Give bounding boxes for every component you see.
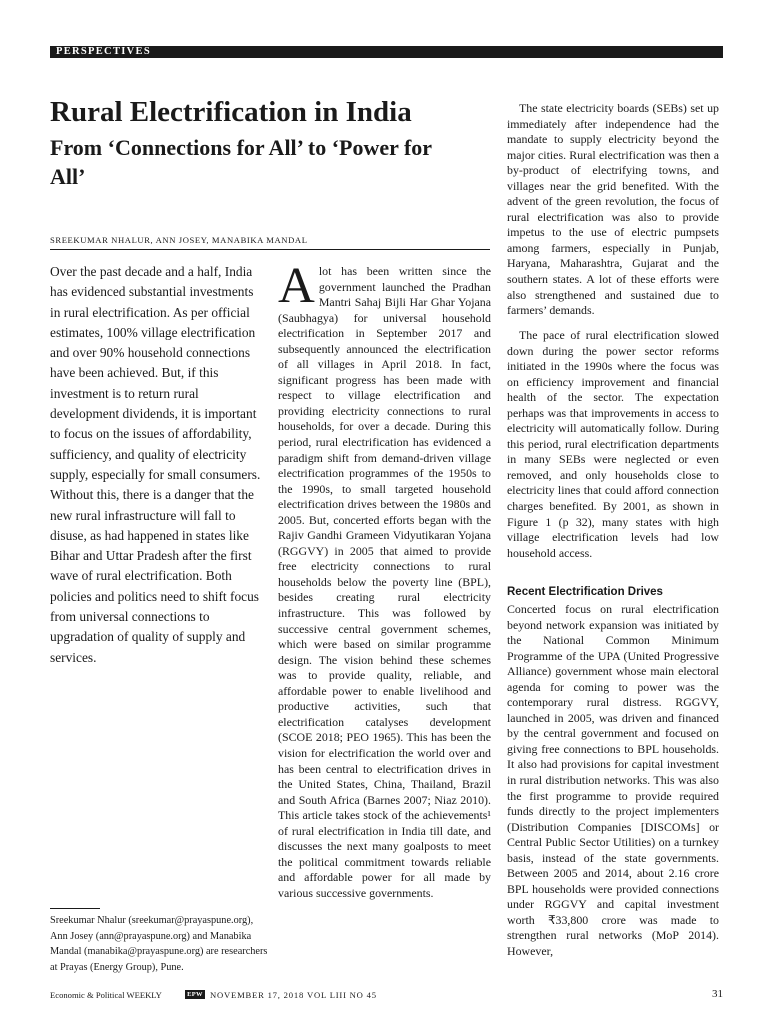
body-paragraph-seb: The state electricity boards (SEBs) set up immediately after independence had the mandate to supply electricity beyond the major cities. Rural electrification was then a by-product of electrifying towns, and villages near the grid benefited. With the advent of the green revolution, the focus of rural electrification was also to provide impetus to the use of electric pumpsets among farmers, especially in Punjab, Haryana, Maharashtra, Gujarat and the southern states. A lot of these efforts were also strengthened and sustained due to farmers’ demands. <box>507 101 719 318</box>
article-subtitle: From ‘Connections for All’ to ‘Power for All’ <box>50 135 432 189</box>
volume-info: VOL LIII NO 45 <box>307 990 377 1000</box>
section-banner <box>50 46 723 58</box>
byline-divider <box>50 249 490 250</box>
body-paragraph-drives: Concerted focus on rural electrification beyond network expansion was initiated by the National Common Minimum Programme of the UPA (United Progressive Alliance) government whose main electoral agenda for coming to power was the contemporary rural distress. RGGVY, launched in 2005, was driven and financed by the central government and focused on giving free connections to BPL households. It also had provisions for capital investment in rural distribution networks. This was also the first programme to provide required funds directly to the project implementers (Distribution Companies [DISCOMs] or Central Public Sector Utilities) on a turnkey basis, instead of the state governments. Between 2005 and 2014, about 2.16 crore BPL households were provided connections under RGGVY and capital investment worth ₹33,800 crore was made to strengthen rural networks (MoP 2014). However, <box>507 602 719 959</box>
page-number: 31 <box>712 988 723 1000</box>
page-footer <box>50 989 723 1003</box>
journal-name: Economic & Political WEEKLY <box>50 990 162 1000</box>
section-label: PERSPECTIVES <box>56 46 151 57</box>
drop-cap: A <box>278 258 315 314</box>
body-paragraph-reforms: The pace of rural electrification slowed down during the power sector reforms initiated in the 1990s where the focus was on efficiency improvement and financial health of the sector. The expectation perhaps was that improvements in access to electricity will automatically follow. During this period, rural electrification departments in many SEBs were neglected or even removed, and only households close to electricity lines that could afford connection charges benefited. By 2001, as shown in Figure 1 (p 32), many states with high village electrification levels had low household access. <box>507 328 719 560</box>
article-abstract: Over the past decade and a half, India has evidenced substantial investments in rural electrification. As per official estimates, 100% village electrification and over 90% household connections have been achieved. But, if this investment is to return rural development dividends, it is important to focus on the issues of affordability, sufficiency, and quality of electricity supply, especially for small consumers. Without this, there is a danger that the new rural infrastructure will fall to disuse, as had happened in states like Bihar and Uttar Pradesh after the first wave of rural electrification. Both policies and politics need to shift focus from universal connections to upgradation of quality of supply and services. <box>50 264 261 665</box>
intro-paragraph: lot has been written since the government launched the Pradhan Mantri Sahaj Bijli Har Ghar Yojana (Saubhagya) for universal household electrification in September 2017 and subsequently announced the electrification of all villages in April 2018. In fact, significant progress has been made with respect to village electrification and providing electricity connections to rural households, for over a decade. During this period, rural electrification has evidenced a paradigm shift from demand-driven village electrification programmes of the 1950s to the 1990s, to small targeted household electrification drives between the 1980s and 2005. But, concerted efforts began with the Rajiv Gandhi Grameen Vidyutikaran Yojana (RGGVY) in 2005 that aimed to provide free electricity connections to rural households below the poverty line (BPL), besides creating rural electricity infrastructure. This was followed by successive central government schemes, which were based on similar programme design. The vision behind these schemes was to provide quality, reliable, and affordable power to enable livelihood and productive activities, such that electrification catalyses development (SCOE 2018; PEO 1965). This has been the vision for electrification the world over and has been central to electrification drives in the United States, China, Thailand, Brazil and South Africa (Barnes 2007; Niaz 2010). This article takes stock of the achievements¹ of rural electrification in India till date, and discusses the next many goalposts to meet the political commitment towards reliable and affordable power for all made by various successive governments. <box>278 264 491 900</box>
issue-date: NOVEMBER 17, 2018 <box>210 990 305 1000</box>
epw-logo: EPW <box>185 990 205 999</box>
author-byline: SREEKUMAR NHALUR, ANN JOSEY, MANABIKA MANDAL <box>50 235 308 245</box>
body-column-intro <box>278 258 491 901</box>
author-affiliation-note: Sreekumar Nhalur (sreekumar@prayaspune.org), Ann Josey (ann@prayaspune.org) and Manabika Mandal (manabika@prayaspune.org) are researchers at Prayas (Energy Group), Pune. <box>50 915 268 973</box>
article-title: Rural Electrification in India <box>50 96 412 128</box>
footnote-divider <box>50 908 100 909</box>
section-heading: Recent Electrification Drives <box>507 586 663 598</box>
